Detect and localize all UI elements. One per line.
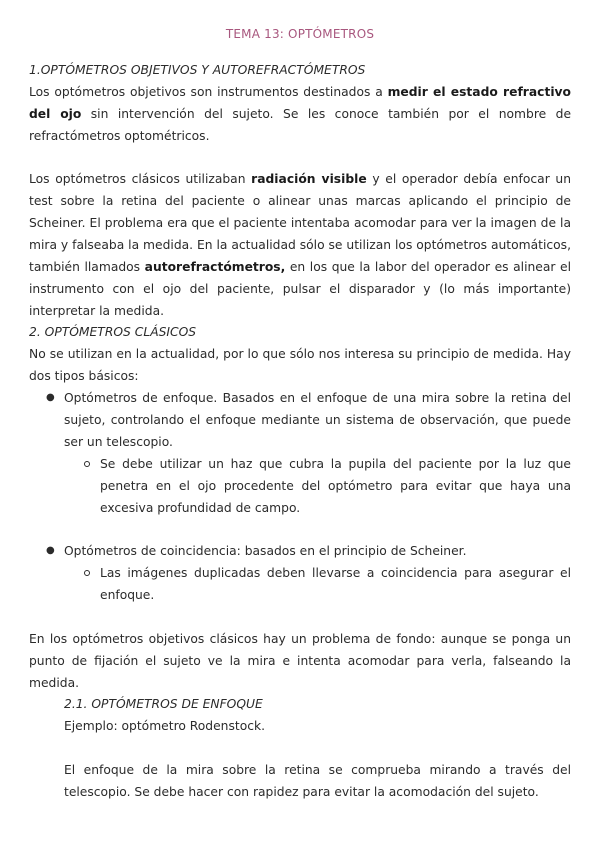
list-item-coincidencia: Optómetros de coincidencia: basados en el principio de Scheiner. [64,544,467,558]
section-2-closing: En los optómetros objetivos clásicos hay un problema de fondo: aunque se ponga un punto de fijación el sujeto ve la mira e intenta acomodar para verla, falseando la medida. [29,632,571,690]
bullet-dot: ● [46,392,55,403]
section-1-paragraph-1: Los optómetros objetivos son instrumentos destinados a medir el estado refractivo del ojo sin intervención del sujeto. Se les conoce también por el nombre de refractómetros optométricos. [29,85,572,143]
sub-bullet-circle [84,461,90,467]
section-2-intro: No se utilizan en la actualidad, por lo que sólo nos interesa su principio de medida. Hay dos tipos básicos: [29,347,571,383]
section-2-1-paragraph: El enfoque de la mira sobre la retina se comprueba mirando a través del telescopio. Se debe hacer con rapidez para evitar la acomodación del sujeto. [64,763,571,799]
page-title: TEMA 13: OPTÓMETROS [225,27,375,41]
section-1-paragraph-2: Los optómetros clásicos utilizaban radiación visible y el operador debía enfocar un test sobre la retina del paciente o alinear unas marcas aplicando el principio de Scheiner. El problema era que el paciente intentaba acomodar para ver la imagen de la mira y falseaba la medida. En la actualidad sólo se utilizan los optómetros automáticos, también llamados autorefractómetros, en los que la labor del operador es alinear el instrumento con el ojo del paciente, pulsar el disparador y (lo más importante) interpretar la medida. [29,172,571,318]
sub-list-item-coincidencia: Las imágenes duplicadas deben llevarse a coincidencia para asegurar el enfoque. [100,566,571,602]
section-2-1-example: Ejemplo: optómetro Rodenstock. [64,719,266,733]
bullet-dot: ● [46,545,55,556]
section-2-1-heading: 2.1. OPTÓMETROS DE ENFOQUE [64,697,263,711]
section-2-heading: 2. OPTÓMETROS CLÁSICOS [29,325,197,339]
sub-list-item-enfoque: Se debe utilizar un haz que cubra la pupila del paciente por la luz que penetra en el ojo procedente del optómetro para evitar que haya una excesiva profundidad de campo. [100,457,571,515]
list-item-enfoque: Optómetros de enfoque. Basados en el enfoque de una mira sobre la retina del sujeto, controlando el enfoque mediante un sistema de observación, que puede ser un telescopio. [64,391,571,449]
sub-bullet-circle [84,570,90,576]
section-1-heading: 1.OPTÓMETROS OBJETIVOS Y AUTOREFRACTÓMETROS [29,63,366,77]
